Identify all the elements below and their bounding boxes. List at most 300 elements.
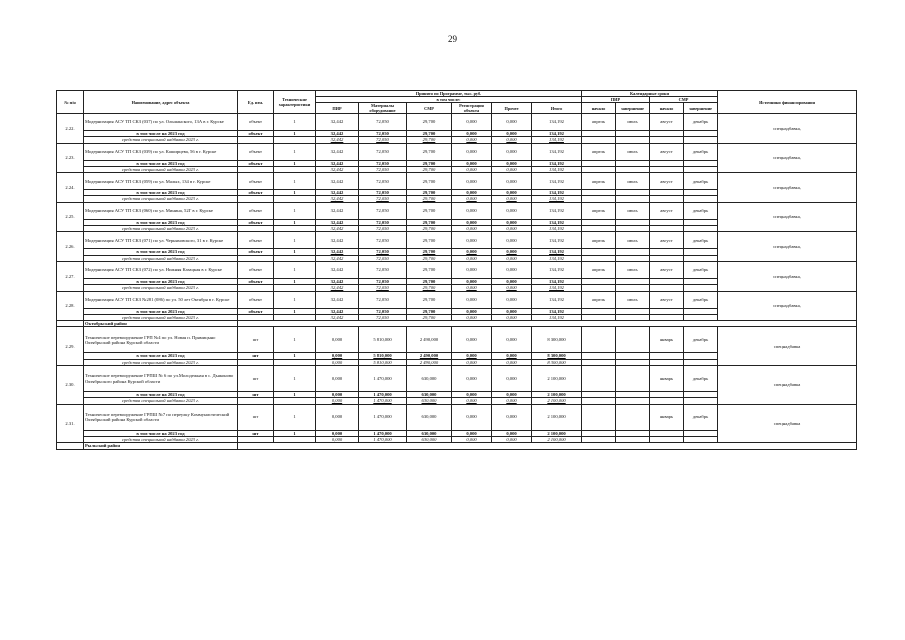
table-cell: 0,000 [452,398,492,404]
table-body-kursk [57,114,857,321]
table-cell: 2.27. [57,261,84,291]
table-cell: 32,442 [316,137,359,143]
table-cell: 29,700 [407,249,452,255]
header-unit: Ед. изм. [238,91,274,114]
table-cell: 134,192 [532,173,582,190]
table-cell: 32,442 [316,314,359,320]
header-smr: СМР [407,103,452,114]
table-cell: Модернизация АСУ ТП СКЗ №281 (086) по ул. 50 лет Октября в г. Курске [84,291,238,308]
table-cell: 0,000 [492,202,532,219]
table-row [57,404,857,430]
table-cell: 1 [274,392,316,398]
table-cell: в том числе на 2023 год [84,190,238,196]
table-cell: декабрь [684,232,718,249]
table-cell: 134,192 [532,160,582,166]
table-cell: 0,000 [452,392,492,398]
table-row [57,291,857,308]
table-cell: 1 [274,353,316,359]
table-cell: 32,442 [316,226,359,232]
table-cell: шт [238,392,274,398]
table-cell: 0,000 [492,398,532,404]
table-cell: декабрь [684,404,718,430]
table-cell: 1 [274,143,316,160]
header-end-pir: завершение [616,103,650,114]
table-cell: 0,000 [492,430,532,436]
table-cell: январь [650,327,684,353]
table-row [57,202,857,219]
header-total: Итого [532,103,582,114]
table-cell: 0,000 [492,359,532,365]
table-cell: 0,000 [492,436,532,442]
table-row [57,327,857,353]
header-including: в том числе: [316,97,582,103]
table-cell: 32,442 [316,196,359,202]
table-cell: Техническое перевооружение ГРПШ №7 по переулку Коммунистический Октябрьский района Курской области [84,404,238,430]
table-cell: 0,000 [452,232,492,249]
table-cell: август [650,261,684,278]
header-cal-pir: ПИР [582,97,650,103]
table-cell: 32,442 [316,114,359,131]
table-cell: 2 490,000 [407,359,452,365]
table-cell: 72,050 [359,190,407,196]
table-cell: 0,000 [316,392,359,398]
table-row [57,232,857,249]
table-cell: 1 [274,327,316,353]
table-cell: 0,000 [452,261,492,278]
table-cell: 0,000 [492,232,532,249]
table-cell: декабрь [684,202,718,219]
table-cell: 2.25. [57,202,84,232]
table-cell: 134,192 [532,278,582,284]
header-tech: Технические характеристики [274,91,316,114]
header-registration: Регистрация объекта [452,103,492,114]
table-cell: 2.30. [57,366,84,405]
table-cell: средства специальной надбавки 2023 г. [84,226,238,232]
table-cell: 0,000 [452,114,492,131]
table-cell: апрель [582,291,616,308]
table-cell: объект [238,190,274,196]
table-cell: апрель [582,261,616,278]
table-cell: 0,000 [452,359,492,365]
table-cell: 5 810,000 [359,327,407,353]
table-cell: 2 100,000 [532,398,582,404]
table-cell: в том числе на 2023 год [84,160,238,166]
table-cell: 0,000 [452,219,492,225]
table-cell: 32,442 [316,278,359,284]
table-cell: 32,442 [316,249,359,255]
table-cell: 2.23. [57,143,84,173]
table-cell: 0,000 [452,173,492,190]
table-cell: в том числе на 2023 год [84,430,238,436]
table-cell: объект [238,278,274,284]
table-cell: 0,000 [452,353,492,359]
table-cell: 0,000 [452,190,492,196]
table-cell: 1 [274,278,316,284]
table-cell: июль [616,261,650,278]
table-cell: средства специальной надбавки 2023 г. [84,436,238,442]
table-cell: 1 [274,190,316,196]
table-cell: 1 [274,219,316,225]
table-cell: 0,000 [452,278,492,284]
table-cell: 1 470,000 [359,366,407,392]
table-cell: 32,442 [316,255,359,261]
table-cell: июль [616,143,650,160]
table-cell: 0,000 [452,143,492,160]
table-cell [582,327,616,353]
table-cell: спецнадбавка [718,327,857,366]
table-cell: 29,700 [407,173,452,190]
table-cell: Модернизация АСУ ТП СКЗ (039) по ул. Каширцева, 56 в г. Курске [84,143,238,160]
table-cell: 0,000 [492,314,532,320]
table-cell [616,366,650,392]
table-cell: 72,050 [359,131,407,137]
table-cell: 0,000 [316,436,359,442]
table-cell: 32,442 [316,143,359,160]
table-cell: Модернизация АСУ ТП СКЗ (037) по ул. Ольшанского, 13А в г. Курске [84,114,238,131]
header-cal-smr: СМР [650,97,718,103]
section-title: Рыльский район [84,443,238,449]
table-cell [616,327,650,353]
table-cell: 630,000 [407,436,452,442]
header-num: № п/н [57,91,84,114]
table-cell: август [650,232,684,249]
header-materials: Материалы оборудование [359,103,407,114]
table-cell: 0,000 [316,430,359,436]
header-end-smr: завершение [684,103,718,114]
table-cell: 0,000 [492,366,532,392]
table-cell: декабрь [684,291,718,308]
table-cell: 2.29. [57,327,84,366]
table-cell: 5 810,000 [359,353,407,359]
table-cell: 0,000 [452,327,492,353]
table-cell: 29,700 [407,166,452,172]
table-cell: 1 [274,131,316,137]
table-cell: 29,700 [407,314,452,320]
table-cell: 29,700 [407,285,452,291]
table-cell: 32,442 [316,261,359,278]
table-cell: 0,000 [492,173,532,190]
table-cell: 0,000 [492,404,532,430]
table-cell: 0,000 [452,131,492,137]
table-cell: объект [238,308,274,314]
table-cell: 32,442 [316,190,359,196]
table-cell: август [650,143,684,160]
table-cell: в том числе на 2023 год [84,131,238,137]
table-cell: в том числе на 2023 год [84,278,238,284]
section-title: Октябрьский район [84,321,238,327]
table-cell: 134,192 [532,232,582,249]
table-cell: шт [238,404,274,430]
table-cell: 0,000 [452,404,492,430]
table-cell: июль [616,291,650,308]
table-cell: в том числе на 2023 год [84,308,238,314]
table-cell: средства специальной надбавки 2023 г. [84,255,238,261]
table-row [57,261,857,278]
table-cell: 29,700 [407,131,452,137]
table-cell: 72,050 [359,285,407,291]
table-cell: 0,000 [492,166,532,172]
table-cell: 0,000 [492,255,532,261]
table-cell: декабрь [684,173,718,190]
table-cell: в том числе на 2023 год [84,219,238,225]
table-cell: спецнадбавка [718,366,857,405]
table-cell: 0,000 [492,143,532,160]
table-cell: 1 [274,291,316,308]
table-cell: 8 300,000 [532,327,582,353]
table-cell: 8 300,000 [532,359,582,365]
table-cell: январь [650,404,684,430]
table-cell: 72,050 [359,261,407,278]
table-cell: 0,000 [492,291,532,308]
table-cell: 72,050 [359,308,407,314]
table-cell [582,366,616,392]
table-cell: 2.28. [57,291,84,321]
header-name: Наименование, адрес объекта [84,91,238,114]
table-cell: 32,442 [316,173,359,190]
table-cell: 0,000 [452,196,492,202]
table-cell: 29,700 [407,137,452,143]
table-cell: 0,000 [492,249,532,255]
page-number: 29 [448,34,457,44]
table-cell: 1 [274,430,316,436]
table-cell: апрель [582,173,616,190]
table-cell: 72,050 [359,291,407,308]
table-cell: 134,192 [532,114,582,131]
table-cell: 1 470,000 [359,430,407,436]
table-cell: 2.22. [57,114,84,144]
table-cell: 1 [274,202,316,219]
table-cell: 2 100,000 [532,404,582,430]
table-cell: июль [616,173,650,190]
table-cell: декабрь [684,261,718,278]
table-cell: 72,050 [359,219,407,225]
table-cell: 630,000 [407,398,452,404]
table-cell: 2.31. [57,404,84,443]
table-cell: 0,000 [316,398,359,404]
section-row-rylsky [57,443,857,449]
table-cell: объект [238,249,274,255]
table-row [57,173,857,190]
table-cell: август [650,291,684,308]
table-cell: Модернизация АСУ ТП СКЗ (059) по ул. Малых, 134 в г. Курске [84,173,238,190]
table-cell: июль [616,114,650,131]
table-cell: 0,000 [316,353,359,359]
table-cell: 630,000 [407,430,452,436]
table-cell: 32,442 [316,131,359,137]
table-row [57,366,857,392]
table-cell: 0,000 [452,291,492,308]
table-cell [616,404,650,430]
table-cell: 0,000 [452,436,492,442]
table-cell: объект [238,131,274,137]
table-cell: 29,700 [407,190,452,196]
table-cell: 8 300,000 [532,353,582,359]
table-cell: 72,050 [359,278,407,284]
table-cell: 1 [274,261,316,278]
table-cell: объект [238,160,274,166]
table-cell: 32,442 [316,308,359,314]
table-cell: спецнадбавка, [718,114,857,144]
table-cell: объект [238,143,274,160]
table-cell: 72,050 [359,114,407,131]
table-cell: 134,192 [532,314,582,320]
table-cell: 134,192 [532,308,582,314]
table-cell: апрель [582,143,616,160]
table-cell: Техническое перевооружение ГРПШ № 6 по ул.Молодежная в с. Дьяконово Октябрьского района Курской области [84,366,238,392]
table-row [57,114,857,131]
table-cell: апрель [582,114,616,131]
table-cell: 0,000 [452,166,492,172]
table-cell: 134,192 [532,202,582,219]
table-cell: 134,192 [532,285,582,291]
table-cell: спецнадбавка, [718,173,857,203]
table-cell: 72,050 [359,226,407,232]
table-cell: 0,000 [452,137,492,143]
table-cell: 1 470,000 [359,392,407,398]
table-cell: 1 470,000 [359,436,407,442]
header-start-pir: начало [582,103,616,114]
table-cell: спецнадбавка, [718,202,857,232]
table-cell: 72,050 [359,196,407,202]
table-cell: 2 100,000 [532,366,582,392]
table-cell: 0,000 [452,226,492,232]
table-cell: 1 [274,114,316,131]
table-cell: 2 490,000 [407,353,452,359]
table-cell: 29,700 [407,308,452,314]
table-cell: 2.24. [57,173,84,203]
table-cell: апрель [582,232,616,249]
table-cell: 32,442 [316,166,359,172]
table-cell: 2 100,000 [532,430,582,436]
table-cell: 134,192 [532,291,582,308]
table-cell: 0,000 [492,278,532,284]
table-cell: 0,000 [452,255,492,261]
table-cell: 29,700 [407,232,452,249]
table-cell: 0,000 [316,404,359,430]
table-cell: 32,442 [316,160,359,166]
table-cell: объект [238,232,274,249]
table-body-oktyabrsky [57,327,857,443]
table-cell: август [650,202,684,219]
table-cell: 29,700 [407,255,452,261]
table-cell: в том числе на 2023 год [84,353,238,359]
table-cell: 134,192 [532,143,582,160]
table-cell: 1 [274,249,316,255]
table-cell: 0,000 [452,202,492,219]
table-cell: 0,000 [452,249,492,255]
table-cell: спецнадбавка [718,404,857,443]
table-cell: 72,050 [359,232,407,249]
table-cell: Модернизация АСУ ТП СКЗ (072) по ул. Нижняя Казацкая в г. Курске [84,261,238,278]
table-cell: спецнадбавка, [718,291,857,321]
table-cell: август [650,173,684,190]
table-cell: 0,000 [452,366,492,392]
table-cell: июль [616,202,650,219]
table-cell: объект [238,261,274,278]
table-cell: 134,192 [532,226,582,232]
table-cell: 0,000 [492,131,532,137]
table-cell: 0,000 [452,430,492,436]
table-cell: 1 [274,308,316,314]
table-cell: Модернизация АСУ ТП СКЗ (071) по ул. Черняховского, 31 в г. Курске [84,232,238,249]
header-accepted: Принято по Программе, тыс. руб. [316,91,582,97]
table-cell: 29,700 [407,202,452,219]
header-pir: ПИР [316,103,359,114]
table-cell: декабрь [684,327,718,353]
table-cell: спецнадбавка, [718,143,857,173]
table-cell: декабрь [684,366,718,392]
table-cell: Модернизация АСУ ТП СКЗ (060) по ул. Минина, 52Г в г. Курске [84,202,238,219]
table-cell: 72,050 [359,173,407,190]
table-cell: 134,192 [532,166,582,172]
table-cell: объект [238,114,274,131]
table-cell: 72,050 [359,137,407,143]
table-cell: шт [238,366,274,392]
table-cell: 0,000 [492,219,532,225]
table-row [57,143,857,160]
table-cell: 134,192 [532,255,582,261]
table-cell: 29,700 [407,226,452,232]
table-cell: спецнадбавка, [718,232,857,262]
table-cell: 134,192 [532,261,582,278]
table-cell: 0,000 [492,392,532,398]
table-cell: средства специальной надбавки 2023 г. [84,137,238,143]
table-cell: 0,000 [452,160,492,166]
table-cell: 72,050 [359,249,407,255]
table-cell: 32,442 [316,202,359,219]
table-cell: средства специальной надбавки 2023 г. [84,166,238,172]
table-cell: 29,700 [407,261,452,278]
program-table [56,90,857,450]
table-cell: средства специальной надбавки 2023 г. [84,314,238,320]
table-cell: средства специальной надбавки 2023 г. [84,398,238,404]
table-cell: 29,700 [407,160,452,166]
table-cell: 1 [274,173,316,190]
table-cell: 0,000 [492,160,532,166]
table-cell: 5 810,000 [359,359,407,365]
table-cell: 29,700 [407,278,452,284]
table-cell: 0,000 [492,261,532,278]
table-cell: 72,050 [359,166,407,172]
table-cell: 0,000 [492,353,532,359]
table-cell: 32,442 [316,291,359,308]
table-cell: 32,442 [316,219,359,225]
table-cell: 0,000 [492,308,532,314]
header-calendar: Календарные сроки [582,91,718,97]
table-cell: декабрь [684,143,718,160]
header-other: Прочее [492,103,532,114]
table-cell: декабрь [684,114,718,131]
table-cell: шт [238,327,274,353]
table-cell: 0,000 [452,285,492,291]
table-cell: 72,050 [359,314,407,320]
table-cell: 2.26. [57,232,84,262]
table-cell: 134,192 [532,219,582,225]
table-cell: шт [238,353,274,359]
table-cell: 134,192 [532,190,582,196]
table-cell: 134,192 [532,249,582,255]
table-cell: 0,000 [492,190,532,196]
table-cell: Техническое перевооружение ГРП №4 по ул. Новая п. Прямицыно Октябрьский района Курской области [84,327,238,353]
table-cell: 2 490,000 [407,327,452,353]
header-start-smr: начало [650,103,684,114]
table-cell: апрель [582,202,616,219]
table-cell: 1 [274,160,316,166]
table-cell: 1 470,000 [359,398,407,404]
table-cell: январь [650,366,684,392]
table-cell: 29,700 [407,114,452,131]
table-cell: 0,000 [492,226,532,232]
